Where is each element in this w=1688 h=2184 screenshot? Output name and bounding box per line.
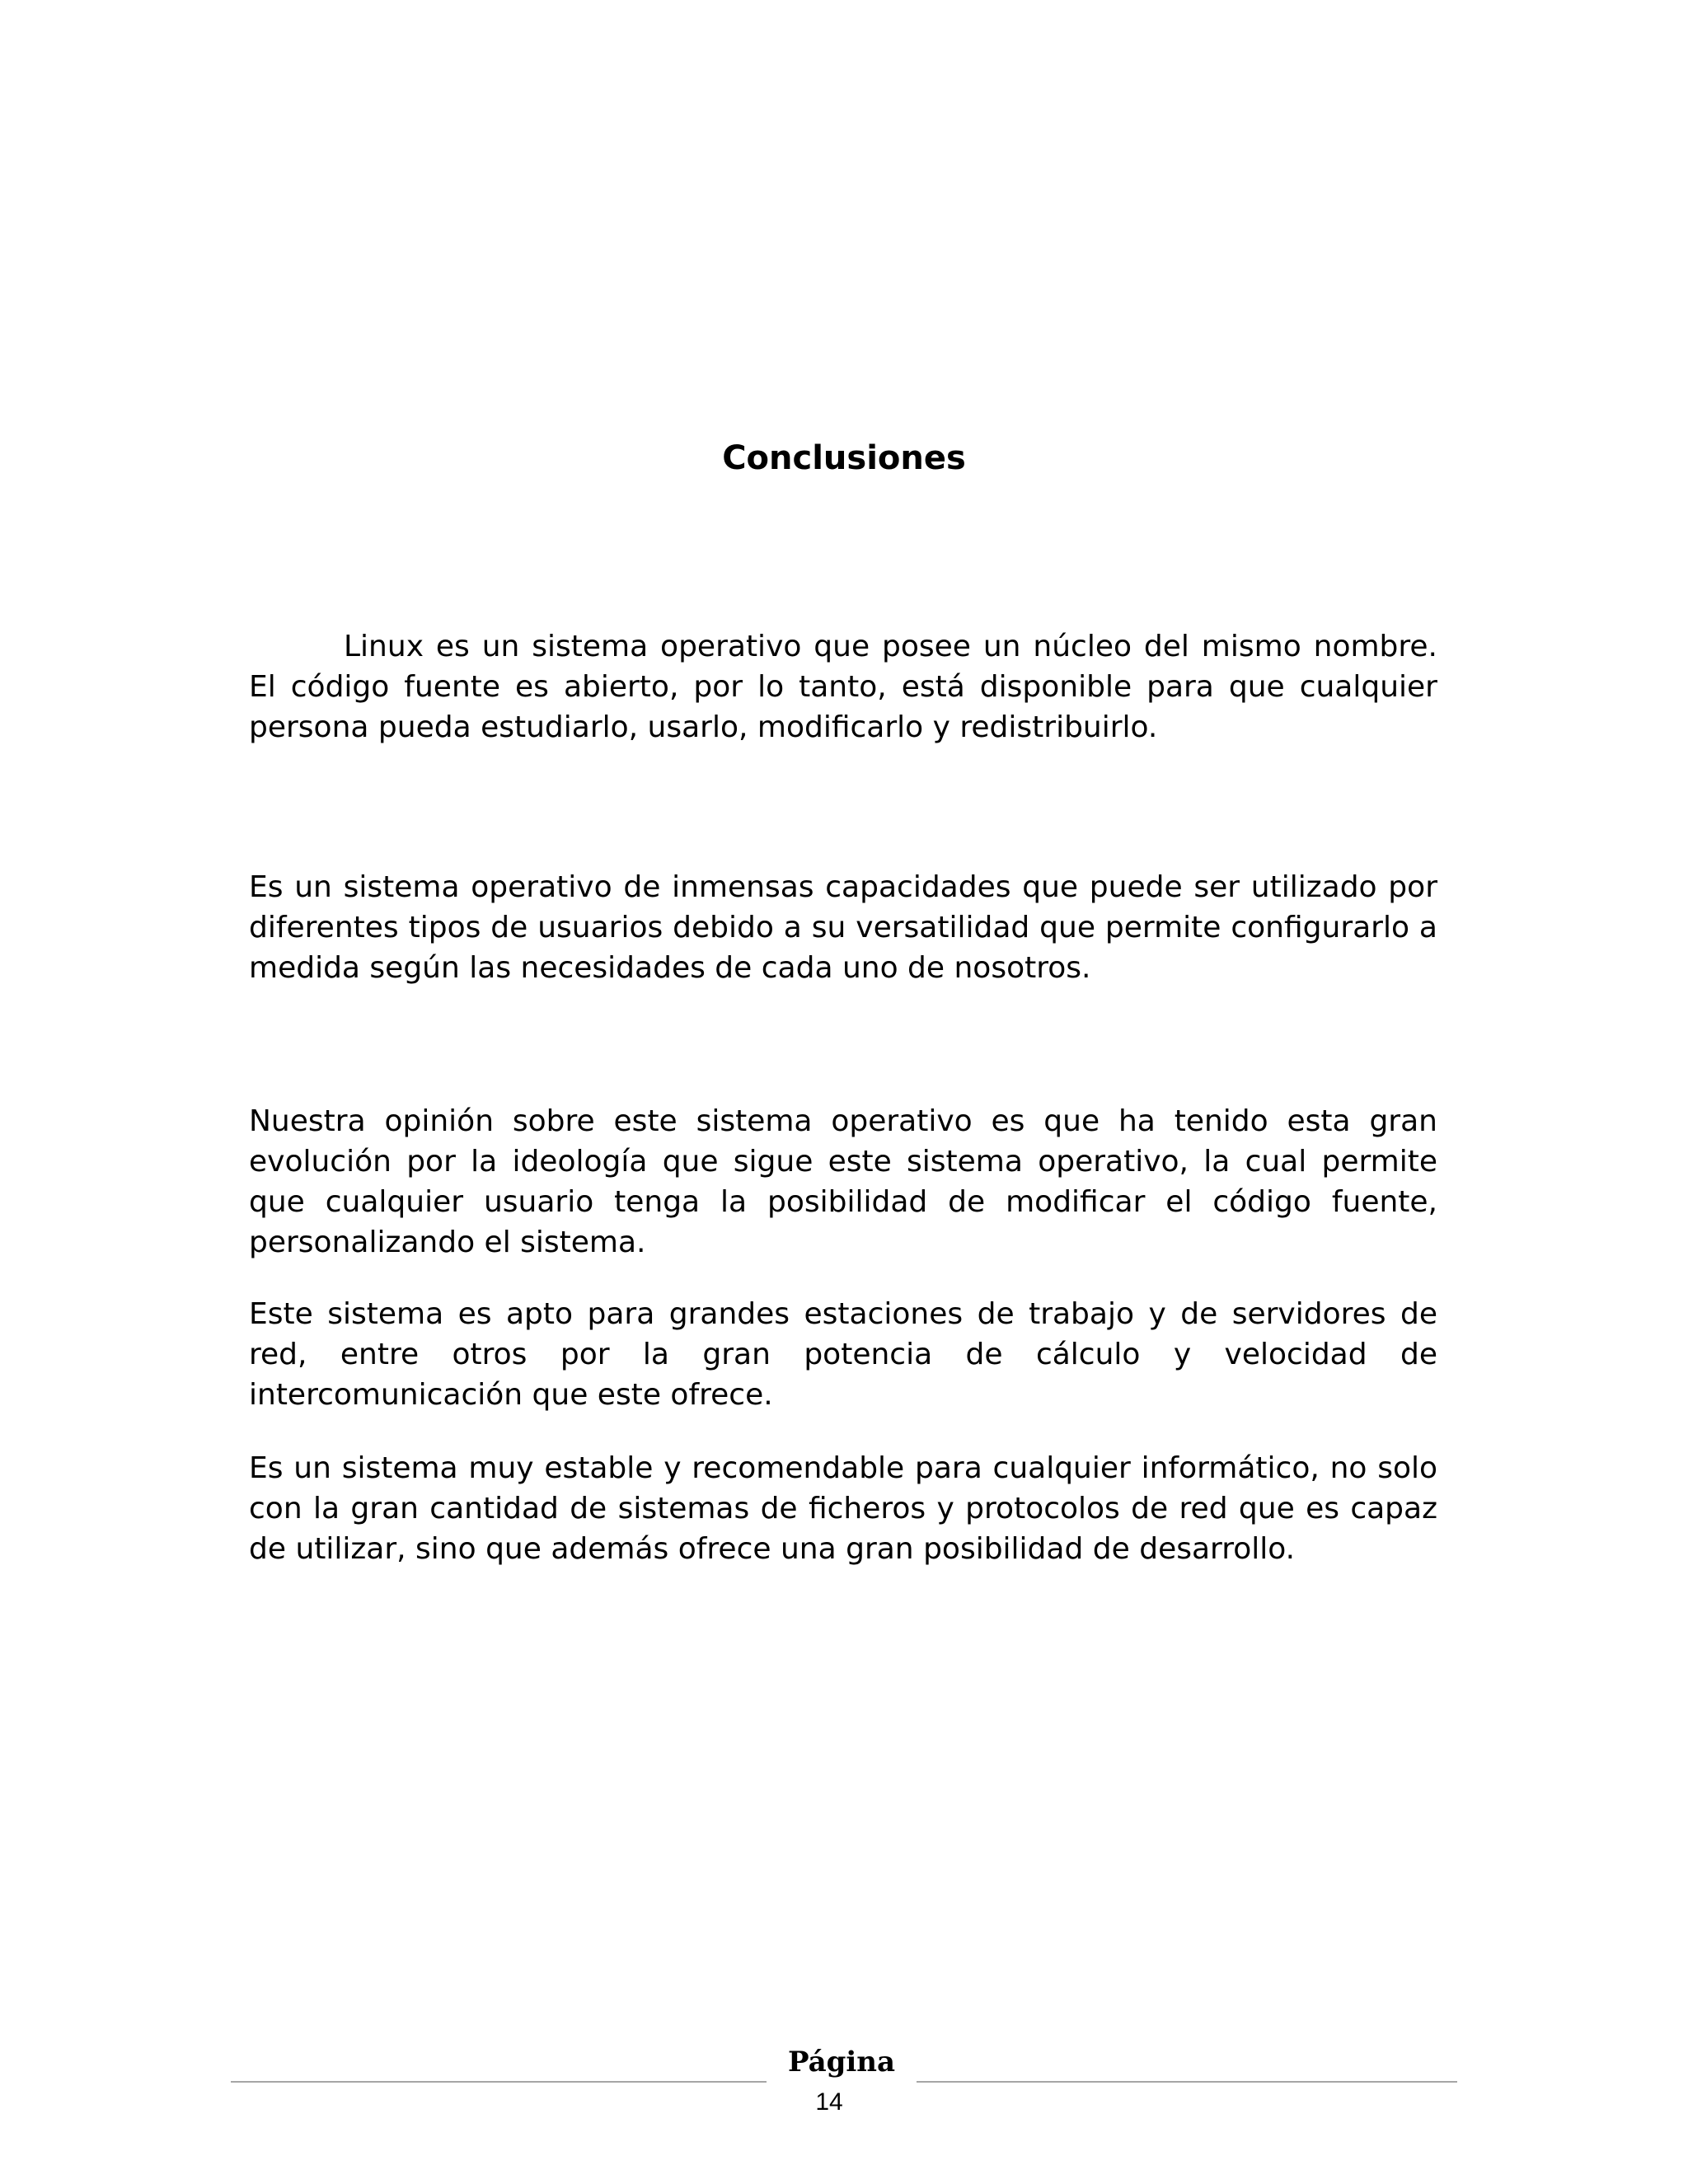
- paragraph-3: Nuestra opinión sobre este sistema operativo es que ha tenido esta gran evolución por la ideología que sigue este sistema operativo, la cual permite que cualquier usuario tenga la posibilidad de modificar el código fuente, personalizando el sistema.: [249, 1104, 1437, 1259]
- footer-page-number: 14: [815, 2088, 843, 2116]
- paragraph-5: Es un sistema muy estable y recomendable para cualquier informático, no solo con la gran cantidad de sistemas de ficheros y protocolos de red que es capaz de utilizar, sino que además ofrece una gran posibilidad de desarrollo.: [249, 1451, 1437, 1566]
- footer-rule-left: [231, 2081, 767, 2083]
- page-title: Conclusiones: [722, 439, 966, 477]
- paragraph-1: Linux es un sistema operativo que posee un núcleo del mismo nombre. El código fuente es abierto, por lo tanto, está disponible para que cualquier persona pueda estudiarlo, usarlo, modificarlo y redistribuirlo.: [249, 630, 1437, 744]
- footer-page-label: Página: [787, 2046, 896, 2079]
- footer-rule-right: [917, 2081, 1457, 2083]
- paragraph-2: Es un sistema operativo de inmensas capacidades que puede ser utilizado por diferentes tipos de usuarios debido a su versatilidad que permite configurarlo a medida según las necesidades de cada uno de nosotros.: [249, 870, 1437, 985]
- page-footer: [231, 2044, 1457, 2126]
- paragraph-4: Este sistema es apto para grandes estaciones de trabajo y de servidores de red, entre otros por la gran potencia de cálculo y velocidad de intercomunicación que este ofrece.: [249, 1297, 1437, 1412]
